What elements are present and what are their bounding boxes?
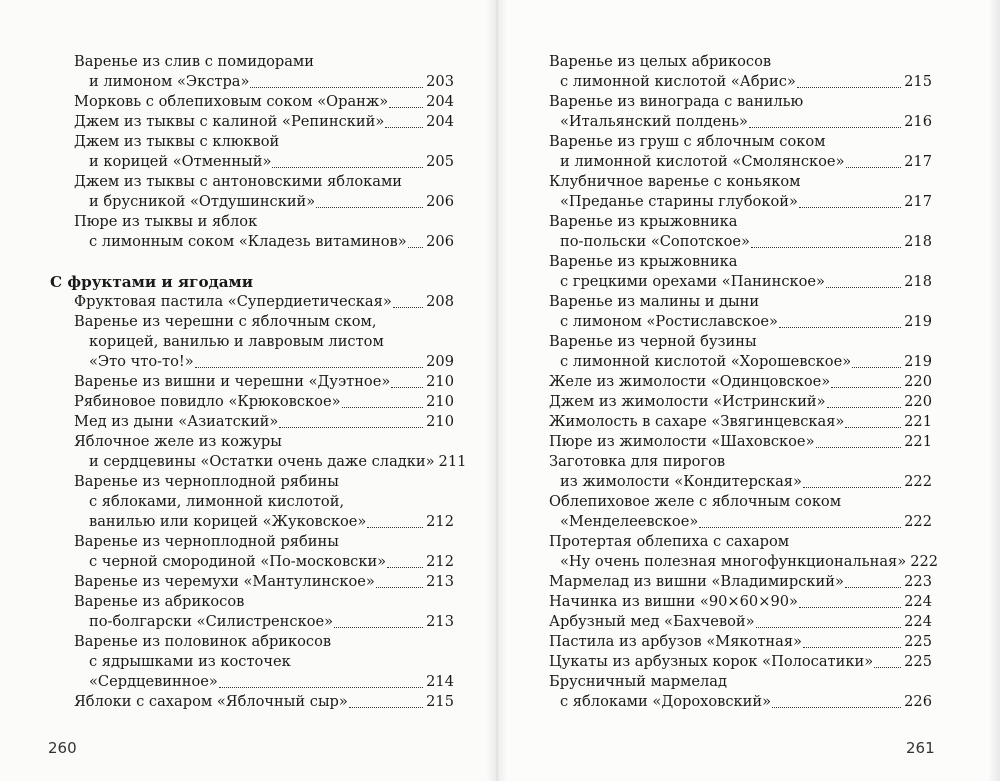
toc-page-number: 206 [426,193,454,210]
toc-page-number: 222 [904,473,932,490]
dot-leader [845,427,901,428]
toc-entry [560,152,932,172]
toc-page-number: 217 [904,153,932,170]
dot-leader [389,107,423,108]
toc-page-number: 205 [426,153,454,170]
toc-entry-line: Варенье из черной бузины [549,333,757,350]
toc-entry-title: Пюре из жимолости «Шаховское» [549,433,815,450]
toc-entry [560,72,932,92]
toc-entry [549,432,932,452]
dot-leader [799,607,901,608]
toc-page-number: 204 [426,93,454,110]
toc-entry-line: Яблочное желе из кожуры [74,433,282,450]
toc-entry-title: Желе из жимолости «Одинцовское» [549,373,831,390]
toc-entry-title: «Преданье старины глубокой» [560,193,798,210]
toc-entry-title: из жимолости «Кондитерская» [560,473,802,490]
toc-entry-title: Арбузный мед «Бахчевой» [549,613,755,630]
toc-entry-line: Варенье из малины и дыни [549,293,760,310]
toc-page-number: 206 [426,233,454,250]
toc-entry [74,112,454,132]
toc-entry [549,572,932,592]
toc-page-number: 220 [904,373,932,390]
toc-entry [549,592,932,612]
toc-page-number: 208 [426,293,454,310]
toc-entry [74,412,454,432]
book-gutter [486,0,508,781]
toc-entry [560,112,932,132]
dot-leader [799,207,901,208]
dot-leader [387,567,423,568]
dot-leader [391,387,423,388]
toc-entry-title: Джем из тыквы с калиной «Репинский» [74,113,385,130]
toc-page-number: 210 [426,373,454,390]
dot-leader [195,367,423,368]
toc-entry-title: и лимоном «Экстра» [89,73,250,90]
toc-page-number: 212 [426,513,454,530]
toc-entry-line: Варенье из черноплодной рябины [74,533,339,550]
toc-entry-title: с яблоками «Дороховский» [560,693,772,710]
toc-page-number: 219 [904,353,932,370]
toc-entry-title: с лимоном «Ростиславское» [560,313,778,330]
toc-entry-title: с черной смородиной «По-московски» [89,553,387,570]
toc-entry-line: с яблоками, лимонной кислотой, [89,493,345,510]
toc-page-number: 213 [426,613,454,630]
toc-entry-title: «Ну очень полезная многофункциональная» [560,553,907,570]
toc-page-number: 203 [426,73,454,90]
toc-entry [560,472,932,492]
toc-entry [89,552,454,572]
dot-leader [772,707,901,708]
dot-leader [272,167,423,168]
dot-leader [797,87,901,88]
dot-leader [852,367,901,368]
toc-entry-title: с лимонным соком «Кладезь витаминов» [89,233,407,250]
toc-entry [89,512,454,532]
toc-entry-line: корицей, ванилью и лавровым листом [89,333,384,350]
toc-entry-line: Протертая облепиха с сахаром [549,533,790,550]
toc-page-number: 204 [426,113,454,130]
toc-entry-line: Клубничное варенье с коньяком [549,173,801,190]
toc-page-number: 216 [904,113,932,130]
toc-entry-title: по-болгарски «Силистренское» [89,613,334,630]
toc-entry-line: Брусничный мармелад [549,673,727,690]
toc-entry-line: Джем из тыквы с клюквой [74,133,280,150]
toc-page-number: 224 [904,613,932,630]
toc-entry [89,72,454,92]
toc-entry-line: Варенье из крыжовника [549,253,738,270]
toc-page-number: 219 [904,313,932,330]
toc-entry [549,392,932,412]
toc-entry-line: Пюре из тыквы и яблок [74,213,258,230]
dot-leader [349,707,423,708]
toc-entry-line: с ядрышками из косточек [89,653,291,670]
toc-page-number: 223 [904,573,932,590]
dot-leader [874,667,901,668]
toc-entry-title: с лимонной кислотой «Хорошевское» [560,353,852,370]
toc-entry-title: Жимолость в сахаре «Звягинцевская» [549,413,845,430]
toc-entry-title: «Менделеевское» [560,513,699,530]
toc-entry [74,572,454,592]
dot-leader [393,307,423,308]
toc-entry-line: Облепиховое желе с яблочным соком [549,493,842,510]
toc-entry [549,612,932,632]
dot-leader [334,627,423,628]
toc-entry-title: Фруктовая пастила «Супердиетическая» [74,293,392,310]
toc-entry-line: Варенье из груш с яблочным соком [549,133,826,150]
toc-page-number: 210 [426,413,454,430]
page-edge-shadow [988,0,1000,781]
toc-entry-line: Варенье из крыжовника [549,213,738,230]
toc-entry-title: Мед из дыни «Азиатский» [74,413,279,430]
toc-entry [560,352,932,372]
toc-entry [560,552,939,572]
toc-entry [560,312,932,332]
toc-entry-title: по-польски «Сопотское» [560,233,750,250]
toc-entry-title: Начинка из вишни «90×60×90» [549,593,798,610]
toc-entry-line: Варенье из половинок абрикосов [74,633,332,650]
dot-leader [699,527,901,528]
toc-entry [89,192,454,212]
toc-entry [560,512,932,532]
section-heading: С фруктами и ягодами [50,273,254,291]
toc-page-number: 214 [426,673,454,690]
toc-entry [74,692,454,712]
dot-leader [408,247,423,248]
toc-entry [89,672,454,692]
toc-entry-title: Морковь с облепиховым соком «Оранж» [74,93,389,110]
left-page [0,0,497,781]
toc-entry-title: ванилью или корицей «Жуковское» [89,513,367,530]
toc-entry-title: с грецкими орехами «Панинское» [560,273,825,290]
dot-leader [845,587,901,588]
left-page-number: 260 [48,739,77,757]
toc-page-number: 225 [904,633,932,650]
toc-entry-title: Джем из жимолости «Истринский» [549,393,826,410]
dot-leader [846,167,902,168]
toc-entry [74,392,454,412]
toc-page-number: 222 [910,553,939,570]
toc-entry-title: «Сердцевинное» [89,673,218,690]
toc-entry-title: и корицей «Отменный» [89,153,272,170]
toc-page-number: 224 [904,593,932,610]
toc-entry [549,412,932,432]
toc-page-number: 225 [904,653,932,670]
toc-entry [89,452,467,472]
dot-leader [385,127,423,128]
toc-entry [89,232,454,252]
toc-entry-title: и брусникой «Отдушинский» [89,193,316,210]
toc-page-number: 220 [904,393,932,410]
toc-entry [560,192,932,212]
toc-entry [89,352,454,372]
toc-entry [89,152,454,172]
toc-entry [560,232,932,252]
dot-leader [342,407,424,408]
toc-entry [74,292,454,312]
toc-page-number: 215 [904,73,932,90]
toc-entry [74,372,454,392]
toc-entry [549,632,932,652]
toc-page-number: 213 [426,573,454,590]
toc-page-number: 209 [426,353,454,370]
dot-leader [831,387,901,388]
dot-leader [250,87,423,88]
toc-entry-title: Пастила из арбузов «Мякотная» [549,633,802,650]
toc-entry-title: «Это что-то!» [89,353,194,370]
toc-entry-title: и лимонной кислотой «Смолянское» [560,153,845,170]
toc-entry-line: Варенье из слив с помидорами [74,53,314,70]
dot-leader [756,627,902,628]
dot-leader [803,647,901,648]
toc-page-number: 226 [904,693,932,710]
toc-entry-title: Варенье из черемухи «Мантулинское» [74,573,375,590]
toc-page-number: 221 [904,413,932,430]
toc-entry-title: Рябиновое повидло «Крюковское» [74,393,341,410]
toc-entry-title: и сердцевины «Остатки очень даже сладки» [89,453,435,470]
toc-page-number: 212 [426,553,454,570]
right-page-number: 261 [906,739,935,757]
toc-page-number: 221 [904,433,932,450]
toc-entry-line: Джем из тыквы с антоновскими яблоками [74,173,403,190]
dot-leader [279,427,423,428]
toc-entry-line: Варенье из черноплодной рябины [74,473,339,490]
dot-leader [803,487,901,488]
toc-entry-line: Варенье из абрикосов [74,593,245,610]
dot-leader [827,407,902,408]
dot-leader [316,207,423,208]
toc-entry-title: Яблоки с сахаром «Яблочный сыр» [74,693,348,710]
toc-page-number: 222 [904,513,932,530]
dot-leader [219,687,423,688]
dot-leader [816,447,902,448]
right-page [497,0,1000,781]
toc-page-number: 211 [438,453,467,470]
toc-entry [89,612,454,632]
toc-entry [560,692,932,712]
dot-leader [376,587,423,588]
toc-page-number: 218 [904,233,932,250]
toc-entry-line: Варенье из винограда с ванилью [549,93,804,110]
toc-entry [74,92,454,112]
toc-entry-line: Варенье из целых абрикосов [549,53,772,70]
dot-leader [749,127,901,128]
toc-entry-title: Мармелад из вишни «Владимирский» [549,573,844,590]
toc-page-number: 217 [904,193,932,210]
dot-leader [826,287,901,288]
toc-entry-title: с лимонной кислотой «Абрис» [560,73,796,90]
dot-leader [367,527,423,528]
toc-entry [549,372,932,392]
toc-entry-line: Варенье из черешни с яблочным ском, [74,313,377,330]
toc-entry [560,272,932,292]
toc-page-number: 210 [426,393,454,410]
toc-entry-title: Варенье из вишни и черешни «Дуэтное» [74,373,391,390]
toc-entry-title: Цукаты из арбузных корок «Полосатики» [549,653,874,670]
dot-leader [751,247,901,248]
toc-page-number: 218 [904,273,932,290]
toc-entry-line: Заготовка для пирогов [549,453,726,470]
toc-entry [549,652,932,672]
toc-entry-title: «Итальянский полдень» [560,113,748,130]
toc-page-number: 215 [426,693,454,710]
dot-leader [779,327,901,328]
